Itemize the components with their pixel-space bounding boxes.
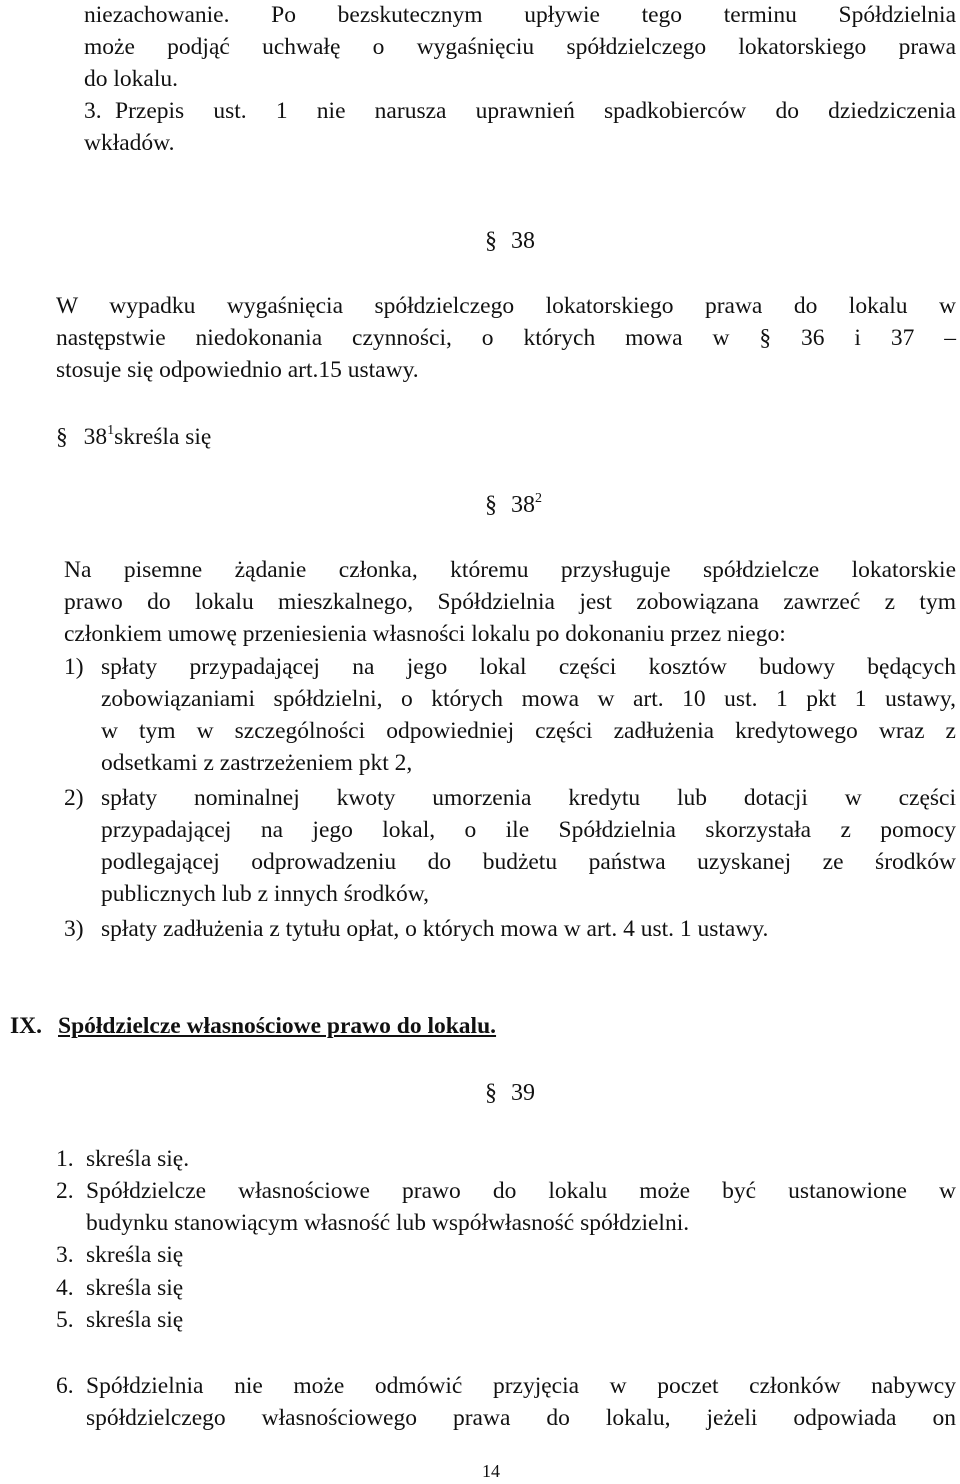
section-number: 39 <box>511 1080 535 1106</box>
section-38-heading <box>485 229 535 253</box>
section-39-heading <box>485 1081 535 1105</box>
list-item-number: 2. <box>56 1178 74 1204</box>
section-superscript: 2 <box>535 491 542 506</box>
list-item-number: 3. <box>56 1242 74 1268</box>
list-item-number: 2) <box>64 785 84 811</box>
section-number: 38 <box>83 424 108 450</box>
list-item-line: budynku stanowiącym własność lub współwłasność spółdzielni. <box>86 1210 690 1236</box>
section-38-line-1: W wypadku wygaśnięcia spółdzielczego lokatorskiego prawa do lokalu w <box>56 293 956 319</box>
list-item-line: spółdzielczego własnościowego prawa do lokalu, jeżeli odpowiada on <box>86 1405 956 1431</box>
section-38-line-3: stosuje się odpowiednio art.15 ustawy. <box>56 357 419 383</box>
page-number: 14 <box>482 1461 500 1481</box>
section-sign: § <box>485 492 497 518</box>
list-item-line: skreśla się. <box>86 1146 190 1172</box>
list-item-number: 5. <box>56 1307 74 1333</box>
list-item-line: odsetkami z zastrzeżeniem pkt 2, <box>101 750 413 776</box>
chapter-roman-numeral: IX. <box>10 1013 42 1039</box>
list-item-line: skreśla się <box>86 1275 184 1301</box>
list-item-line: spłaty przypadającej na jego lokal części kosztów budowy będących <box>101 654 956 680</box>
list-item-line: skreśla się <box>86 1307 184 1333</box>
section-38-2-para-line-2: prawo do lokalu mieszkalnego, Spółdzielnia jest zobowiązana zawrzeć z tym <box>64 589 956 615</box>
list-item-line: skreśla się <box>86 1242 184 1268</box>
list-item-line: publicznych lub z innych środków, <box>101 881 430 907</box>
list-item-line: Spółdzielcze własnościowe prawo do lokalu może być ustanowione w <box>86 1178 956 1204</box>
section-38-1-heading <box>56 423 212 450</box>
section-number: 38 <box>511 228 535 254</box>
list-item-number: 1) <box>64 654 84 680</box>
item-3-line-1: Przepis ust. 1 nie narusza uprawnień spadkobierców do dziedziczenia <box>115 98 956 124</box>
list-item-line: spłaty nominalnej kwoty umorzenia kredytu lub dotacji w części <box>101 785 956 811</box>
list-item-line: w tym w szczególności odpowiedniej części zadłużenia kredytowego wraz z <box>101 718 956 744</box>
list-item-line: zobowiązaniami spółdzielni, o których mowa w art. 10 ust. 1 pkt 1 ustawy, <box>101 686 956 712</box>
list-item-line: podlegającej odprowadzeniu do budżetu państwa uzyskanej ze środków <box>101 849 956 875</box>
section-sign: § <box>485 228 497 254</box>
section-38-2-para-line-3: członkiem umowę przeniesienia własności lokalu po dokonaniu przez niego: <box>64 621 786 647</box>
section-superscript: 1 <box>107 423 115 438</box>
section-sign: § <box>485 1080 497 1106</box>
section-number: 38 <box>511 492 535 518</box>
list-item-line: Spółdzielnia nie może odmówić przyjęcia w poczet członków nabywcy <box>86 1373 956 1399</box>
section-38-2-heading <box>485 493 542 517</box>
list-item-number: 3) <box>64 916 84 942</box>
list-item-line: spłaty zadłużenia z tytułu opłat, o których mowa w art. 4 ust. 1 ustawy. <box>101 916 769 942</box>
chapter-title: Spółdzielcze własnościowe prawo do lokalu. <box>58 1013 497 1039</box>
item-3-line-2: wkładów. <box>84 130 175 156</box>
intro-line-3: do lokalu. <box>84 66 178 92</box>
item-3-number: 3. <box>84 98 102 124</box>
list-item-number: 4. <box>56 1275 74 1301</box>
section-38-line-2: następstwie niedokonania czynności, o których mowa w § 36 i 37 – <box>56 325 956 351</box>
section-38-1-text: skreśla się <box>114 424 212 450</box>
intro-line-2: może podjąć uchwałę o wygaśnięciu spółdzielczego lokatorskiego prawa <box>84 34 956 60</box>
intro-line-1: niezachowanie. Po bezskutecznym upływie tego terminu Spółdzielnia <box>84 2 956 28</box>
section-sign: § <box>56 424 68 450</box>
list-item-line: przypadającej na jego lokal, o ile Spółdzielnia skorzystała z pomocy <box>101 817 956 843</box>
section-38-2-para-line-1: Na pisemne żądanie członka, któremu przysługuje spółdzielcze lokatorskie <box>64 557 956 583</box>
list-item-number: 1. <box>56 1146 74 1172</box>
list-item-number: 6. <box>56 1373 74 1399</box>
